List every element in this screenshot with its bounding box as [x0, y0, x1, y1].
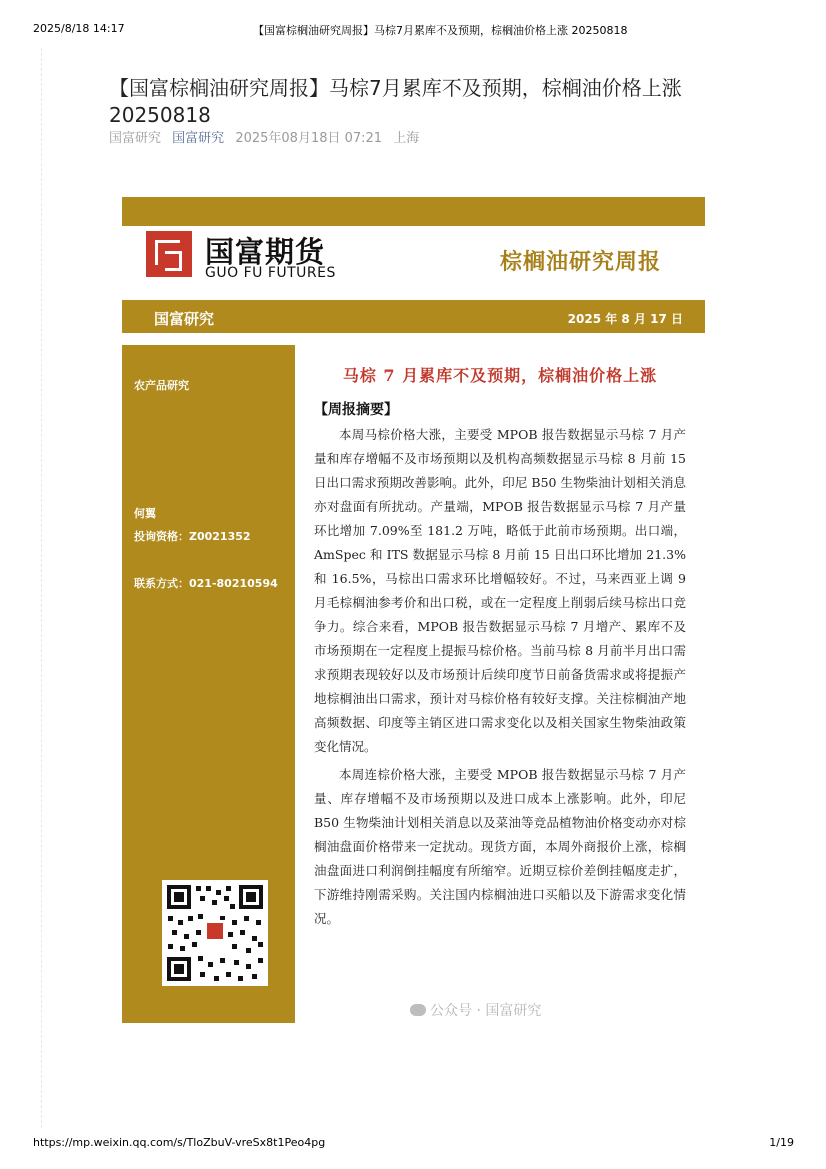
- article-title: 【国富棕榈油研究周报】马棕7月累库不及预期，棕榈油价格上涨 20250818: [109, 76, 682, 128]
- author-name: 国富研究: [109, 131, 162, 146]
- top-band: [122, 197, 705, 226]
- report-name: 棕榈油研究周报: [500, 249, 662, 275]
- sidebar-analyst: 何翼: [134, 507, 156, 520]
- publish-date: 2025年08月18日 07:21: [235, 131, 383, 146]
- company-logo-icon: [146, 231, 192, 277]
- account-link[interactable]: 国富研究: [172, 131, 225, 146]
- article-meta: [109, 127, 426, 146]
- publish-location: 上海: [393, 131, 420, 146]
- band-date: 2025 年 8 月 17 日: [567, 312, 683, 326]
- sidebar-qualification: 投询资格：Z0021352: [134, 530, 251, 543]
- print-header: [0, 0, 826, 40]
- logo-chinese-name: 国富期货: [205, 235, 326, 269]
- wechat-icon: [410, 1004, 426, 1016]
- band-label: 国富研究: [154, 310, 215, 328]
- qr-code-graphic: [162, 880, 268, 986]
- report-sidebar: [122, 345, 295, 1023]
- report-content: [314, 363, 686, 931]
- logo-english-name: GUO FU FUTURES: [205, 265, 336, 281]
- wechat-watermark: [410, 1000, 541, 1020]
- qr-code-icon: [162, 880, 268, 986]
- report-image: [122, 197, 705, 1023]
- section-title: 【周报摘要】: [314, 402, 398, 418]
- research-band: [122, 300, 705, 333]
- paragraph: 本周马棕价格大涨，主要受 MPOB 报告数据显示马棕 7 月产量和库存增幅不及市场预期以及机构高频数据显示马棕 8 月前 15 日出口需求预期改善影响。此外，印尼 B50 生物柴油计划相关消息亦对盘面有所扰动。产量端，MPOB 报告数据显示马棕 7 月产量环比增加 7.09%至 181.2 万吨，略低于此前市场预期。出口端，AmSpec 和 ITS 数据显示马棕 8 月前 15 日出口环比增加 21.3%和 16.5%，马棕出口需求环比增幅较好。不过，马来西亚上调 9 月毛棕榈油参考价和出口税，或在一定程度上削弱后续马棕出口竞争力。综合来看，MPOB 报告数据显示马棕 7 月增产、累库不及市场预期在一定程度上提振马棕价格。当前马棕 8 月前半月出口需求预期表现较好以及市场预计后续印度节日前备货需求或将提振产地棕榈油出口需求，预计对马棕价格有较好支撑。关注棕榈油产地高频数据、印度等主销区进口需求变化以及相关国家生物柴油政策变化情况。: [314, 427, 686, 754]
- print-datetime: 2025/8/18 14:17: [33, 22, 125, 35]
- page-number: 1/19: [769, 1136, 794, 1149]
- print-url: https://mp.weixin.qq.com/s/TloZbuV-vreSx8t1Peo4pg: [33, 1136, 326, 1149]
- paragraph: 本周连棕价格大涨，主要受 MPOB 报告数据显示马棕 7 月产量、库存增幅不及市场预期以及进口成本上涨影响。此外，印尼 B50 生物柴油计划相关消息以及菜油等竞品植物油价格变动亦对棕榈油盘面价格带来一定扰动。现货方面，本周外商报价上涨，棕榈油盘面进口利润倒挂幅度有所缩窄。近期豆棕价差倒挂幅度走扩，下游维持刚需采购。关注国内棕榈油进口买船以及下游需求变化情况。: [314, 767, 686, 926]
- print-title: 【国富棕榈油研究周报】马棕7月累库不及预期，棕榈油价格上涨 20250818: [253, 24, 628, 37]
- watermark-text: 公众号 · 国富研究: [430, 1003, 542, 1019]
- sidebar-contact: 联系方式：021-80210594: [134, 577, 278, 590]
- page-margin-rule: [41, 48, 42, 1128]
- sidebar-category: 农产品研究: [134, 379, 189, 392]
- report-headline: 马棕 7 月累库不及预期，棕榈油价格上涨: [342, 366, 658, 385]
